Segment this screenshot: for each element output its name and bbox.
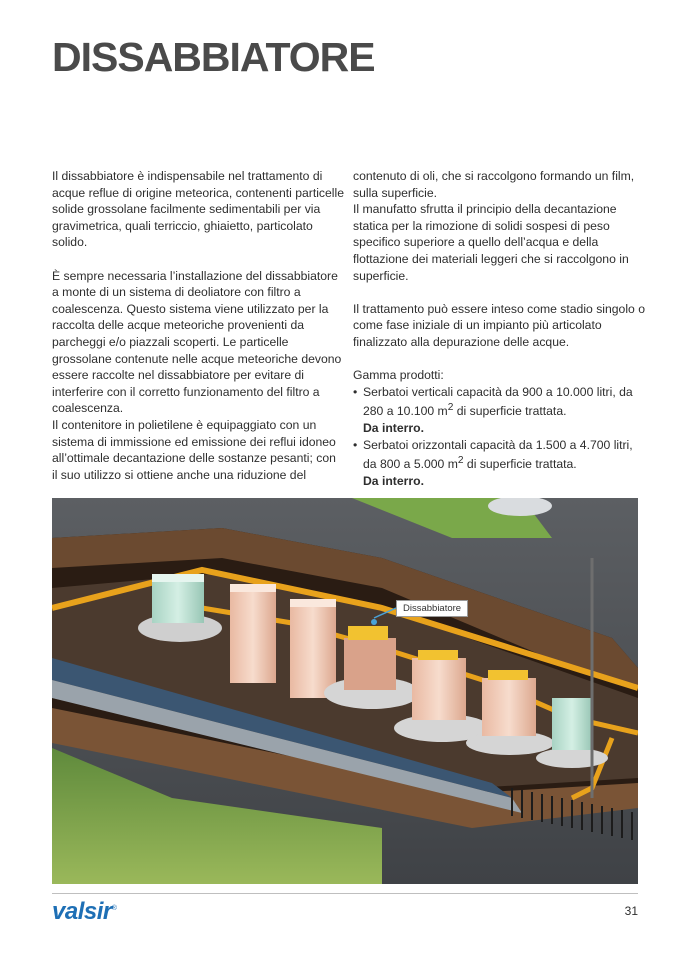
tank-vertical — [290, 599, 336, 698]
bullet: • — [353, 384, 358, 399]
bold-note: Da interro. — [363, 420, 424, 435]
bullet: • — [353, 437, 358, 452]
page-title: DISSABBIATORE — [52, 34, 375, 80]
tank-vertical — [230, 584, 276, 683]
paragraph: contenuto di oli, che si raccolgono formando un film, sulla superficie. — [353, 169, 635, 200]
paragraph: Il manufatto sfrutta il principio della decantazione statica per la rimozione di solidi sospesi di peso specifico superiore a quello dell’acqua e della flottazione dei materiali leggeri che si raccolgono in superficie. — [353, 202, 629, 283]
callout-label: Dissabbiatore — [396, 600, 468, 617]
right-text-column — [353, 168, 645, 489]
list-item: • Serbatoi verticali capacità da 900 a 10.000 litri, da 280 a 10.100 $m^2$ di superficie trattata. Da interro. — [353, 384, 645, 437]
bold-note: Da interro. — [363, 473, 424, 488]
paragraph: Il contenitore in polietilene è equipaggiato con un sistema di immissione ed emissione dei reflui idoneo all’ottimale decantazione delle sostanze pesanti; con il suo utilizzo si ottiene anche una riduzione del — [52, 417, 336, 482]
cutaway-scene — [52, 498, 638, 884]
brand-logo: valsir® — [52, 898, 117, 925]
paragraph: È sempre necessaria l’installazione del dissabbiatore a monte di un sistema di deoliatore con filtro a coalescenza. Questo sistema viene utilizzato per la raccolta delle acque meteoriche provenienti da parcheggi e/o piazzali scoperti. Le particelle grossolane contenute nelle acque meteoriche devono essere raccolte nel dissabbiatore per evitare di interferire con il corretto funzionamento del filtro a coalescenza. — [52, 268, 342, 416]
callout-dot — [371, 619, 377, 625]
left-text-column — [52, 168, 344, 483]
paragraph: Il trattamento può essere inteso come stadio singolo o come fase iniziale di un impianto più articolato finalizzato alla depurazione delle acque. — [353, 301, 645, 349]
list-item: • Serbatoi orizzontali capacità da 1.500 a 4.700 litri, da 800 a 5.000 $m^2$ di superficie trattata. Da interro. — [353, 437, 645, 490]
product-range-heading: Gamma prodotti: — [353, 368, 444, 383]
page-number: 31 — [624, 904, 638, 918]
installation-illustration — [52, 498, 638, 884]
paragraph: Il dissabbiatore è indispensabile nel trattamento di acque reflue di origine meteorica, contenenti particelle solide grossolane facilmente sedimentabili per via gravimetrica, quali terriccio, ghiaietto, particolato solido. — [52, 169, 344, 250]
footer-divider — [52, 893, 638, 894]
